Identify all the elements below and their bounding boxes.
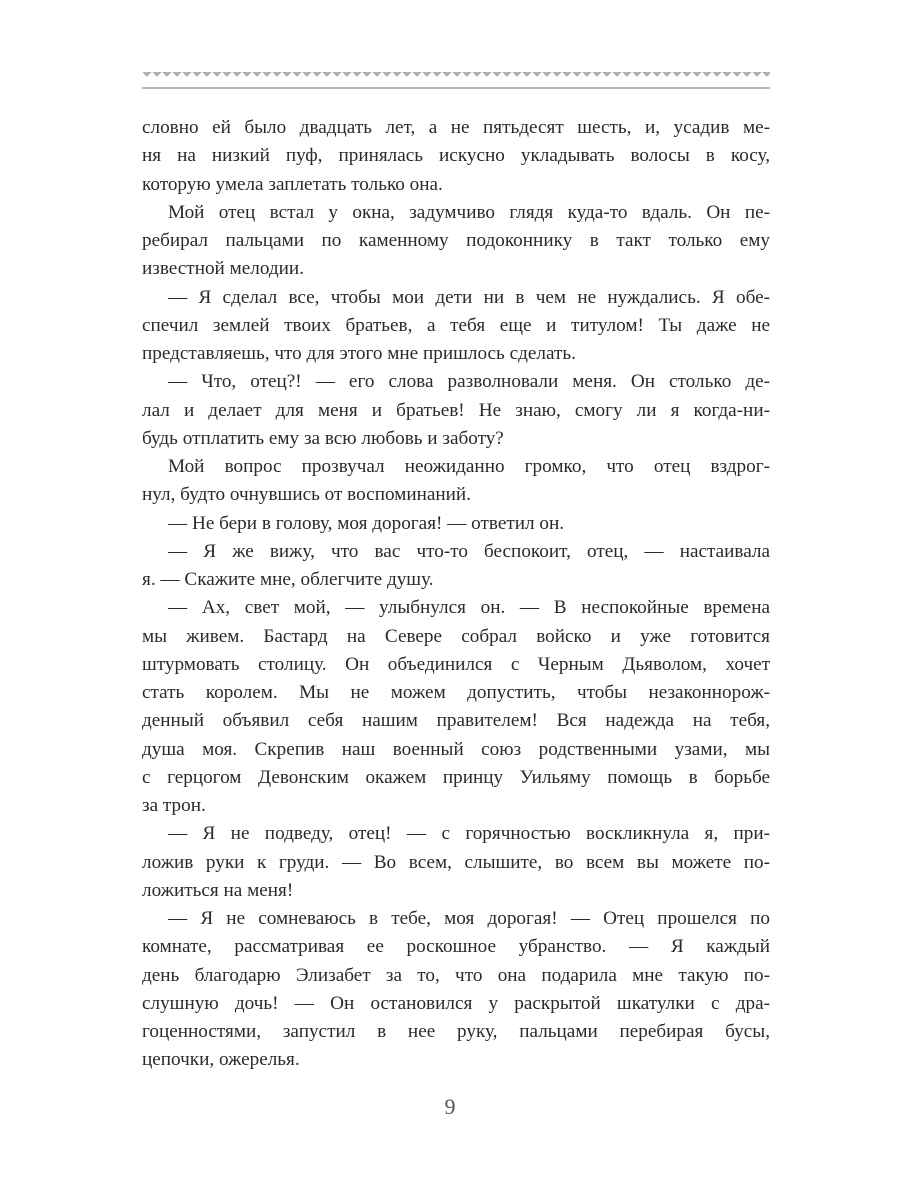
- text-line: комнате, рассматривая ее роскошное убранство. — Я каждый: [142, 936, 770, 958]
- text-line: денный объявил себя нашим правителем! Вся надежда на тебя,: [142, 710, 770, 732]
- text-line: известной мелодии.: [142, 258, 304, 280]
- text-line: словно ей было двадцать лет, а не пятьдесят шесть, и, усадив ме-: [142, 117, 770, 138]
- text-line: с герцогом Девонским окажем принцу Уильяму помощь в борьбе: [142, 766, 770, 788]
- text-line: — Не бери в голову, моя дорогая! — ответил он.: [168, 512, 565, 534]
- text-line: — Я не подведу, отец! — с горячностью воскликнула я, при-: [168, 823, 770, 845]
- text-line: слушную дочь! — Он остановился у раскрытой шкатулки с дра-: [142, 992, 770, 1014]
- text-line: — Я не сомневаюсь в тебе, моя дорогая! — Отец прошелся по: [168, 908, 770, 929]
- header-ornament: [142, 72, 770, 82]
- text-line: лал и делает для меня и братьев! Не знаю, смогу ли я когда-ни-: [142, 399, 770, 421]
- text-line: представляешь, что для этого мне пришлось сделать.: [142, 343, 576, 364]
- text-line: день благодарю Элизабет за то, что она подарила мне такую по-: [142, 964, 770, 986]
- text-line: стать королем. Мы не можем допустить, чтобы незаконнорож-: [142, 682, 770, 703]
- text-line: ложиться на меня!: [142, 879, 294, 901]
- page-body-text: [142, 114, 770, 1075]
- text-line: — Ах, свет мой, — улыбнулся он. — В неспокойные времена: [168, 597, 770, 619]
- text-line: — Я же вижу, что вас что-то беспокоит, отец, — настаивала: [168, 540, 770, 562]
- header-rule: [142, 87, 770, 89]
- text-line: ня на низкий пуф, принялась искусно укладывать волосы в косу,: [142, 145, 770, 167]
- text-line: цепочки, ожерелья.: [142, 1049, 300, 1071]
- text-line: спечил землей твоих братьев, а тебя еще и титулом! Ты даже не: [142, 314, 770, 336]
- text-line: нул, будто очнувшись от воспоминаний.: [142, 484, 471, 506]
- text-line: Мой отец встал у окна, задумчиво глядя куда-то вдаль. Он пе-: [168, 201, 770, 223]
- text-line: Мой вопрос прозвучал неожиданно громко, что отец вздрог-: [168, 456, 770, 477]
- text-line: мы живем. Бастард на Севере собрал войско и уже готовится: [142, 625, 770, 647]
- text-line: будь отплатить ему за всю любовь и заботу?: [142, 427, 504, 449]
- text-line: за трон.: [142, 795, 206, 816]
- text-line: ребирал пальцами по каменному подоконнику в такт только ему: [142, 230, 770, 251]
- text-line: штурмовать столицу. Он объединился с Черным Дьяволом, хочет: [142, 653, 770, 675]
- text-line: — Я сделал все, чтобы мои дети ни в чем не нуждались. Я обе-: [168, 286, 770, 308]
- text-line: — Что, отец?! — его слова разволновали меня. Он столько де-: [168, 371, 770, 393]
- text-line: ложив руки к груди. — Во всем, слышите, во всем вы можете по-: [142, 851, 770, 873]
- text-line: я. — Скажите мне, облегчите душу.: [142, 569, 434, 590]
- page-number: 9: [444, 1094, 456, 1119]
- text-line: которую умела заплетать только она.: [142, 173, 443, 195]
- text-line: душа моя. Скрепив наш военный союз родственными узами, мы: [142, 738, 770, 760]
- text-line: гоценностями, запустил в нее руку, пальцами перебирая бусы,: [142, 1021, 770, 1042]
